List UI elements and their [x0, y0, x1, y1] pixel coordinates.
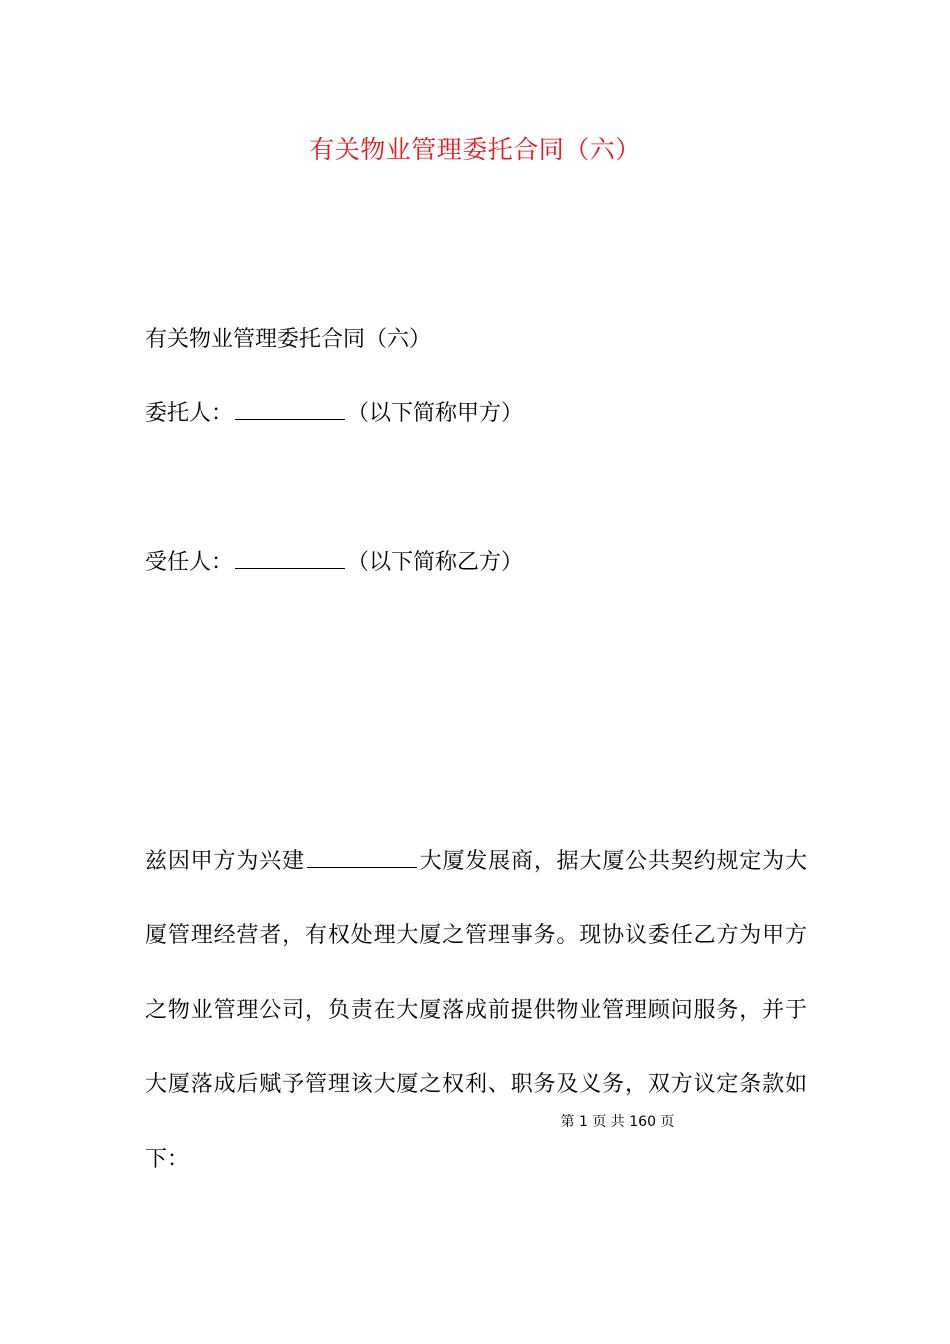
paragraph-line-1-after: 大厦发展商，据大厦公共契约规定为大: [418, 849, 807, 874]
agent-blank: [235, 548, 345, 569]
paragraph-line-1: [145, 846, 807, 878]
principal-suffix: （以下简称甲方）: [347, 401, 524, 426]
agent-line: [145, 547, 523, 579]
document-title: 有关物业管理委托合同（六）: [309, 135, 641, 164]
principal-blank: [235, 399, 345, 420]
building-name-blank: [307, 847, 417, 868]
paragraph-line-2: 厦管理经营者，有权处理大厦之管理事务。现协议委任乙方为甲方: [145, 923, 807, 948]
document-subtitle: 有关物业管理委托合同（六）: [145, 327, 432, 352]
paragraph-line-5: 下：: [145, 1147, 190, 1172]
agent-label: 受任人：: [145, 550, 234, 575]
paragraph-line-1-before: 兹因甲方为兴建: [145, 849, 305, 874]
agent-suffix: （以下简称乙方）: [347, 550, 524, 575]
paragraph-line-3: 之物业管理公司，负责在大厦落成前提供物业管理顾问服务，并于: [145, 998, 807, 1023]
principal-label: 委托人：: [145, 401, 234, 426]
principal-line: [145, 398, 523, 430]
page-footer: 第 1 页 共 160 页: [560, 1114, 675, 1130]
paragraph-line-4: 大厦落成后赋予管理该大厦之权利、职务及义务，双方议定条款如: [145, 1072, 807, 1097]
